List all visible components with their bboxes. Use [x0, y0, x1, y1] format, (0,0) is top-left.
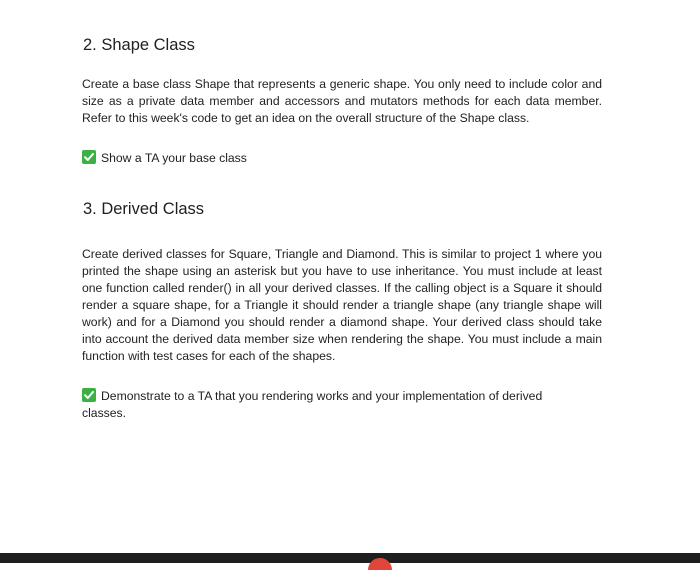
bottom-toolbar — [0, 553, 700, 563]
check-mark-icon — [82, 150, 96, 164]
section-body-shape-class: Create a base class Shape that represents a generic shape. You only need to include color and size as a private data member and accessors and mutators methods for each data member. Refer to this week's code to get an idea on the overall structure of the Shape class. — [82, 77, 602, 125]
section-body-derived-class: Create derived classes for Square, Triangle and Diamond. This is similar to project 1 where you printed the shape using an asterisk but you have to use inheritance. You must include at least one function called render() in all your derived classes. If the calling object is a Square it should render a square shape, for a Triangle it should render a triangle shape (any triangle shape will work) and for a Diamond you should render a diamond shape. Your derived class should take into account the derived data member size when rendering the shape. You must include a main function with test cases for each of the shapes. — [82, 247, 602, 363]
section-title-derived-class: 3. Derived Class — [83, 200, 205, 218]
checklist-item-label: Demonstrate to a TA that you rendering works and your implementation of derived classes. — [82, 389, 543, 420]
checklist-item-derived-classes — [82, 388, 562, 422]
section-title-shape-class: 2. Shape Class — [83, 36, 195, 54]
checklist-item-base-class — [82, 150, 602, 167]
checklist-item-label: Show a TA your base class — [101, 151, 247, 165]
check-mark-icon — [82, 388, 96, 402]
